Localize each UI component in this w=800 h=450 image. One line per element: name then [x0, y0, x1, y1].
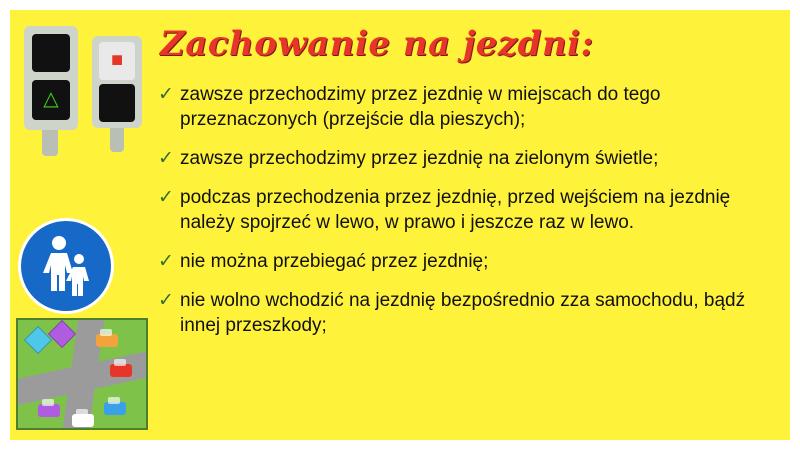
car-red [110, 364, 132, 377]
list-item-text: nie można przebiegać przez jezdnię; [180, 251, 489, 272]
slide-edge-right [790, 0, 800, 450]
pedestrian-crossing-sign [18, 218, 114, 314]
car-orange [96, 334, 118, 347]
car-blue [104, 402, 126, 415]
list-item [158, 82, 788, 132]
check-icon: ✓ [158, 289, 174, 311]
check-icon: ✓ [158, 186, 174, 208]
slide-edge-left [0, 0, 10, 450]
traffic-light-pole-left [42, 126, 58, 156]
check-icon: ✓ [158, 250, 174, 272]
pedestrian-walking-green-icon: △ [43, 88, 59, 110]
page-title: Zachowanie na jezdni: [160, 24, 594, 64]
check-icon: ✓ [158, 83, 174, 105]
pedestrian-standing-red-icon: ■ [110, 49, 124, 71]
traffic-light-housing-right [92, 36, 142, 128]
decor-gem-blue [24, 326, 52, 354]
pedestrian-adult-child-icon [21, 221, 111, 311]
list-item [158, 249, 788, 274]
list-item [158, 288, 788, 338]
list-item [158, 185, 788, 235]
list-item-text: zawsze przechodzimy przez jezdnię w miejscach do tego przeznaczonych (przejście dla pieszych); [180, 84, 661, 130]
decor-gem-purple [48, 320, 76, 348]
traffic-light-lamp-green-left [32, 80, 70, 120]
traffic-lights-illustration [18, 22, 150, 152]
traffic-light-lamp-dark-lower-right [99, 84, 135, 122]
bullet-list [158, 82, 788, 352]
list-item-text: nie wolno wchodzić na jezdnię bezpośrednio zza samochodu, bądź innej przeszkody; [180, 290, 746, 336]
list-item-text: zawsze przechodzimy przez jezdnię na zielonym świetle; [180, 148, 659, 169]
list-item [158, 146, 788, 171]
crossroad-illustration [16, 318, 148, 430]
traffic-light-housing-left [24, 26, 78, 130]
list-item-text: podczas przechodzenia przez jezdnię, przed wejściem na jezdnię należy spojrzeć w lewo, w prawo i jeszcze raz w lewo. [180, 187, 731, 233]
car-purple [38, 404, 60, 417]
traffic-light-lamp-red-right [99, 42, 135, 80]
check-icon: ✓ [158, 147, 174, 169]
slide-edge-bottom [0, 440, 800, 450]
car-white [72, 414, 94, 427]
slide-edge-top [0, 0, 800, 10]
traffic-light-lamp-dark-upper-left [32, 34, 70, 72]
